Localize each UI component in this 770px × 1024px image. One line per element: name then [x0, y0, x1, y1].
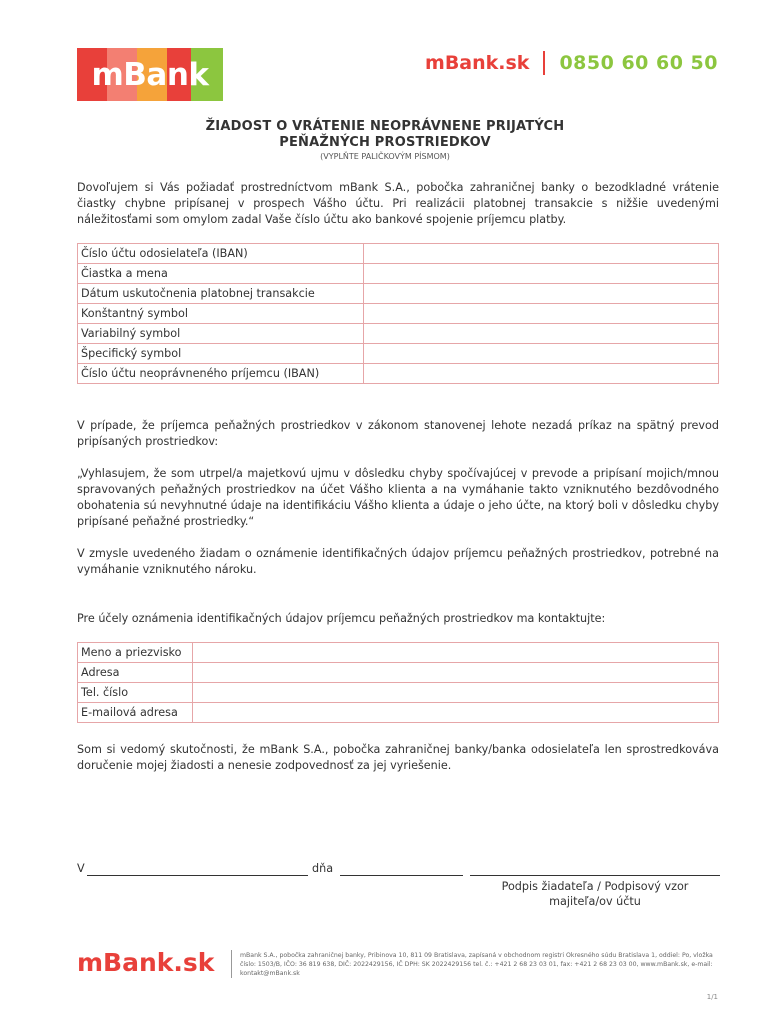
- header-divider: [543, 51, 545, 75]
- transaction-field-row-input[interactable]: [364, 324, 719, 344]
- transaction-field-row-label: Číslo účtu odosielateľa (IBAN): [78, 244, 364, 264]
- contact-field-row-label: Adresa: [78, 663, 193, 683]
- document-title-line2: PEŇAŽNÝCH PROSTRIEDKOV: [279, 135, 491, 150]
- footer-logo: mBank.sk: [77, 948, 215, 977]
- contact-field-row-input[interactable]: [193, 683, 719, 703]
- contact-field-row-label: Meno a priezvisko: [78, 643, 193, 663]
- contact-field-row-input[interactable]: [193, 663, 719, 683]
- intro-paragraph: Dovoľujem si Vás požiadať prostredníctvom mBank S.A., pobočka zahraničnej banky o bezodkladné vrátenie čiastky chybne pripísanej v prospech Vášho účtu. Pri realizácii platobnej transakcie s nižšie uvedenými náležitosťami som omylom zadal Vaše číslo účtu ako bankové spojenie príjemcu platby.: [77, 181, 719, 226]
- transaction-field-row: [78, 344, 719, 364]
- transaction-field-row-input[interactable]: [364, 344, 719, 364]
- transaction-field-row-label: Variabilný symbol: [78, 324, 364, 344]
- header-site-link[interactable]: mBank.sk: [425, 52, 530, 74]
- transaction-field-row: [78, 284, 719, 304]
- contact-field-row: [78, 683, 719, 703]
- transaction-field-row: [78, 364, 719, 384]
- document-subtitle-note: (VYPLŇTE PALIČKOVÝM PÍSMOM): [320, 152, 450, 161]
- transaction-field-row-label: Konštantný symbol: [78, 304, 364, 324]
- transaction-field-row: [78, 324, 719, 344]
- contact-field-row-input[interactable]: [193, 703, 719, 723]
- contact-field-row-input[interactable]: [193, 643, 719, 663]
- transaction-field-row-label: Špecifický symbol: [78, 344, 364, 364]
- contact-paragraph: Pre účely oznámenia identifikačných údajov príjemcu peňažných prostriedkov ma kontaktujte:: [77, 612, 606, 625]
- refund-paragraph: V prípade, že príjemca peňažných prostriedkov v zákonom stanovenej lehote nezadá príkaz na spätný prevod pripísaných prostriedkov:: [77, 419, 719, 448]
- transaction-details-table: [77, 243, 719, 384]
- page-number: 1/1: [706, 993, 718, 1001]
- contact-field-row: [78, 663, 719, 683]
- transaction-field-row-input[interactable]: [364, 264, 719, 284]
- contact-field-row-label: Tel. číslo: [78, 683, 193, 703]
- transaction-field-row-input[interactable]: [364, 364, 719, 384]
- transaction-field-row: [78, 304, 719, 324]
- place-label: V: [77, 862, 85, 875]
- contact-field-row: [78, 703, 719, 723]
- transaction-field-row-label: Dátum uskutočnenia platobnej transakcie: [78, 284, 364, 304]
- footer-divider: [231, 950, 232, 978]
- header-contact: [425, 50, 718, 76]
- place-input-line[interactable]: [87, 875, 308, 876]
- document-title-line1: ŽIADOST O VRÁTENIE NEOPRÁVNENE PRIJATÝCH: [205, 119, 565, 134]
- signature-line[interactable]: [470, 875, 720, 876]
- logo-wordmark: mBank: [91, 56, 209, 93]
- transaction-field-row: [78, 264, 719, 284]
- declaration-paragraph: „Vyhlasujem, že som utrpel/a majetkovú ujmu v dôsledku chyby spočívajúcej v prevode a pripísaní mojich/mnou spravovaných peňažných prostriedkov na účet Vášho klienta a na vymáhanie takto vzniknutého bezdôvodného obohatenia sú nevyhnutné údaje na identifikáciu Vášho klienta a údaje o jeho účte, na ktorý boli v dôsledku chyby pripísané peňažné prostriedky.“: [77, 467, 719, 528]
- transaction-field-row-input[interactable]: [364, 244, 719, 264]
- date-input-line[interactable]: [340, 875, 463, 876]
- transaction-field-row-label: Číslo účtu neoprávneného príjemcu (IBAN): [78, 364, 364, 384]
- footer-legal-text: mBank S.A., pobočka zahraničnej banky, Pribinova 10, 811 09 Bratislava, zapísaná v obchodnom registri Okresného súdu Bratislava 1, oddiel: Po, vložka číslo: 1503/B, IČO: 36 819 638, DIČ: 2022429156, IČ DPH: SK 2022429156 tel. č.: +421 2 68 23 03 01, fax: +421 2 68 23 03 00, www.mBank.sk, e-mail: kontakt@mBank.sk: [240, 952, 713, 977]
- contact-field-row: [78, 643, 719, 663]
- transaction-field-row-label: Čiastka a mena: [78, 264, 364, 284]
- contact-field-row-label: E-mailová adresa: [78, 703, 193, 723]
- transaction-field-row-input[interactable]: [364, 304, 719, 324]
- header-phone[interactable]: 0850 60 60 50: [559, 52, 718, 74]
- transaction-field-row-input[interactable]: [364, 284, 719, 304]
- transaction-field-row: [78, 244, 719, 264]
- mbank-logo: [77, 48, 223, 101]
- awareness-paragraph: Som si vedomý skutočnosti, že mBank S.A., pobočka zahraničnej banky/banka odosielateľa len sprostredkováva doručenie mojej žiadosti a nenesie zodpovednosť za jej vyriešenie.: [77, 743, 719, 772]
- signature-caption: Podpis žiadateľa / Podpisový vzor majiteľa/ov účtu: [501, 880, 689, 908]
- contact-details-table: [77, 642, 719, 723]
- request-paragraph: V zmysle uvedeného žiadam o oznámenie identifikačných údajov príjemcu peňažných prostriedkov, potrebné na vymáhanie vzniknutého nároku.: [77, 547, 719, 576]
- date-label: dňa: [312, 862, 334, 875]
